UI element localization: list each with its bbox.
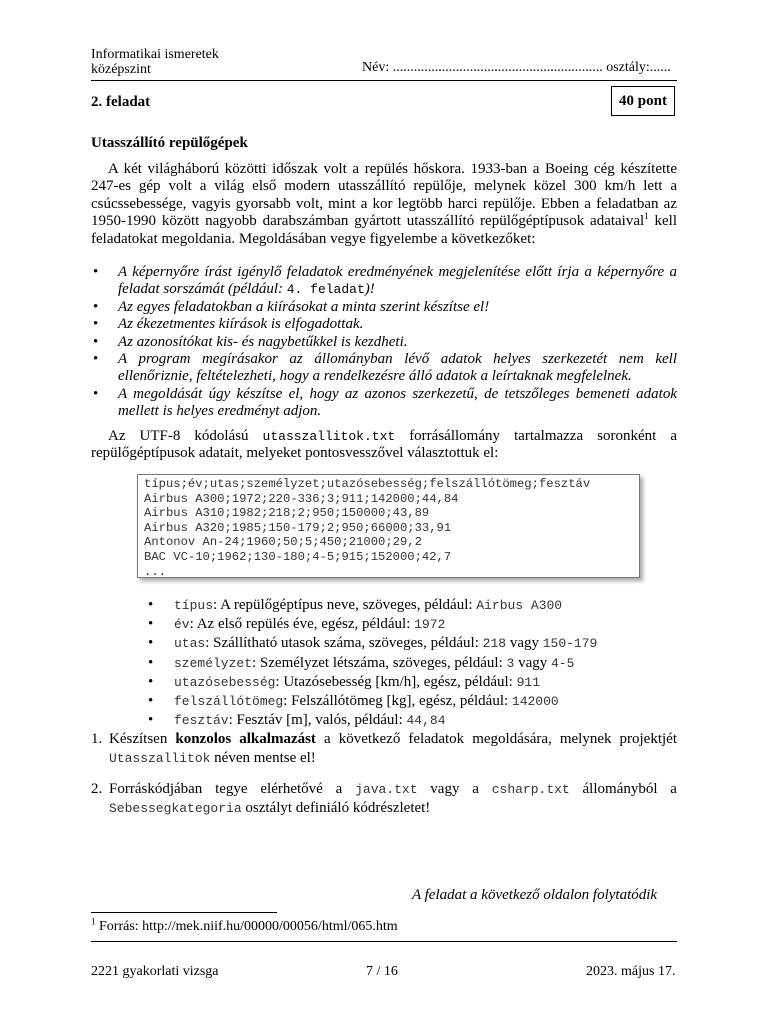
task-2-code-3: Sebessegkategoria bbox=[109, 801, 242, 817]
rules-list bbox=[91, 264, 677, 421]
field-desc: : Szállítható utasok száma, szöveges, például: bbox=[205, 635, 483, 652]
task-item bbox=[91, 780, 677, 819]
field-desc: : Fesztáv [m], valós, például: bbox=[228, 712, 407, 729]
field-item bbox=[148, 692, 597, 711]
field-desc: : Utazósebesség [km/h], egész, például: bbox=[275, 673, 517, 690]
field-example-2: 150-179 bbox=[542, 636, 598, 652]
task-2-text-b: vagy a bbox=[417, 780, 492, 797]
footnote-divider bbox=[91, 912, 277, 913]
field-key: utazósebesség bbox=[174, 674, 276, 690]
header-subject bbox=[91, 47, 219, 77]
code-line: Airbus A320;1985;150-179;2;950;66000;33,91 bbox=[144, 520, 452, 535]
field-example: 911 bbox=[516, 674, 540, 690]
field-key: személyzet bbox=[174, 655, 253, 671]
field-item bbox=[148, 596, 597, 615]
task-2-text-a: Forráskódjában tegye elérhetővé a bbox=[109, 780, 356, 797]
footer-date: 2023. május 17. bbox=[586, 964, 676, 979]
rule-1-text: A képernyőre írást igénylő feladatok eredményének megjelenítése előtt írja a képernyőre a feladat sorszámát (például: bbox=[118, 264, 677, 298]
field-example: 3 bbox=[506, 655, 515, 671]
field-key: típus bbox=[174, 598, 214, 613]
field-sep: vagy bbox=[514, 654, 551, 671]
field-item bbox=[148, 634, 597, 653]
code-line: ... bbox=[144, 564, 166, 579]
field-example: 218 bbox=[482, 636, 507, 652]
continue-note: A feladat a következő oldalon folytatódik bbox=[412, 887, 658, 903]
field-key: felszállótömeg bbox=[174, 694, 284, 710]
task-1-text-b: a következő feladatok megoldására, melynek projektjét bbox=[315, 731, 677, 747]
code-sample-box bbox=[137, 474, 640, 578]
rule-item: • Az ékezetmentes kiírások is elfogadottak. bbox=[91, 316, 677, 333]
intro-text: A két világháború közötti időszak volt a repülés hőskora. 1933-ban a Boeing cég készítette 247-es gép volt a világ első modern utasszállító repülője, melynek közel 300 km/h lett a csúcssebessége, vagyis gyorsabb volt, mint a kor legtöbb harci repülője. Ebben a feladatban az 1950-1990 között nagyobb darabszámban gyártott utasszállító repülőgéptípusok adataival bbox=[91, 161, 677, 230]
code-line: BAC VC-10;1962;130-180;4-5;915;152000;42,7 bbox=[144, 549, 452, 564]
field-key: fesztáv bbox=[174, 713, 229, 729]
code-line: Airbus A310;1982;218;2;950;150000;43,89 bbox=[144, 506, 430, 521]
rule-item: • A megoldását úgy készítse el, hogy az azonos szerkezetű, de tetszőleges bemeneti adatok mellett is helyes eredményt adjon. bbox=[91, 386, 677, 421]
rule-item: • Az azonosítókat kis- és nagybetűkkel is kezdheti. bbox=[91, 334, 677, 351]
source-paragraph bbox=[91, 428, 677, 463]
field-example: Airbus A300 bbox=[476, 598, 563, 613]
field-key: év bbox=[174, 617, 190, 633]
field-desc: : Személyzet létszáma, szöveges, például: bbox=[252, 654, 507, 671]
rule-1-end: )! bbox=[364, 281, 375, 298]
source-text-a: Az UTF-8 kódolású bbox=[108, 428, 263, 444]
subject-label: Informatikai ismeretek bbox=[91, 47, 219, 62]
field-item bbox=[148, 673, 597, 692]
task-2-text-d: osztályt definiáló kódrészletet! bbox=[241, 800, 431, 817]
task-1-text-a: Készítsen bbox=[109, 731, 176, 747]
points-box: 40 pont bbox=[611, 86, 675, 116]
field-example: 142000 bbox=[511, 694, 559, 710]
task-title: 2. feladat bbox=[91, 94, 151, 110]
section-title: Utasszállító repülőgépek bbox=[91, 135, 248, 151]
field-desc: : Az első repülés éve, egész, például: bbox=[189, 616, 415, 633]
field-item bbox=[148, 654, 597, 673]
task-2-text-c: állományból a bbox=[569, 780, 677, 797]
tasks-list bbox=[91, 730, 677, 830]
header-divider bbox=[91, 80, 677, 81]
name-field: Név: ............................................................ osztály:...... bbox=[362, 60, 671, 75]
footer-page-number: 7 / 16 bbox=[366, 964, 398, 979]
rule-item bbox=[91, 264, 677, 299]
field-example: 44,84 bbox=[406, 713, 446, 729]
intro-text-end: kell feladatokat megoldania. Megoldásában vegye figyelembe a következőket: bbox=[91, 213, 677, 247]
rule-1-code: 4. feladat bbox=[286, 282, 365, 298]
source-filename: utasszallitok.txt bbox=[262, 429, 396, 444]
field-desc: : Felszállótömeg [kg], egész, például: bbox=[283, 693, 512, 710]
code-line: Antonov An-24;1960;50;5;450;21000;29,2 bbox=[144, 535, 422, 550]
field-item bbox=[148, 711, 597, 730]
field-key: utas bbox=[174, 636, 206, 652]
task-1-bold: konzolos alkalmazást bbox=[175, 731, 316, 747]
task-2-code-2: csharp.txt bbox=[491, 781, 570, 797]
footer-exam-code: 2221 gyakorlati vizsga bbox=[91, 964, 219, 979]
footnote bbox=[91, 916, 398, 935]
footnote-text: Forrás: http://mek.niif.hu/00000/00056/html/065.htm bbox=[95, 919, 398, 934]
rule-item: • A program megírásakor az állományban lévő adatok helyes szerkezetét nem kell ellenőriznie, feltételezheti, hogy a rendelkezésre álló adatok a leírtaknak megfelelnek. bbox=[91, 351, 677, 386]
field-desc: : A repülőgéptípus neve, szöveges, például: bbox=[213, 597, 477, 613]
code-line: Airbus A300;1972;220-336;3;911;142000;44,84 bbox=[144, 491, 459, 506]
field-item bbox=[148, 615, 597, 634]
task-1-code: Utasszallitok bbox=[109, 751, 211, 767]
task-number: 1. bbox=[91, 731, 103, 747]
fields-list bbox=[148, 596, 597, 730]
field-example-2: 4-5 bbox=[551, 655, 575, 671]
task-item bbox=[91, 730, 677, 769]
rule-item: • Az egyes feladatokban a kiírásokat a minta szerint készítse el! bbox=[91, 299, 677, 316]
task-number: 2. bbox=[91, 780, 103, 797]
code-line: típus;év;utas;személyzet;utazósebesség;felszállótömeg;fesztáv bbox=[144, 477, 591, 491]
footer-divider bbox=[91, 941, 677, 942]
task-2-code-1: java.txt bbox=[355, 781, 418, 797]
field-sep: vagy bbox=[506, 635, 543, 652]
field-example: 1972 bbox=[414, 617, 446, 633]
source-text-b: forrásállomány tartalmazza soronként a repülőgéptípusok adatait, melyeket pontosvesszővel választottuk el: bbox=[91, 428, 677, 462]
task-1-text-c: néven mentse el! bbox=[210, 750, 316, 767]
footnote-ref: 1 bbox=[644, 211, 649, 222]
intro-paragraph bbox=[91, 161, 677, 248]
footnote-mark: 1 bbox=[91, 916, 96, 927]
level-label: középszint bbox=[91, 62, 151, 77]
